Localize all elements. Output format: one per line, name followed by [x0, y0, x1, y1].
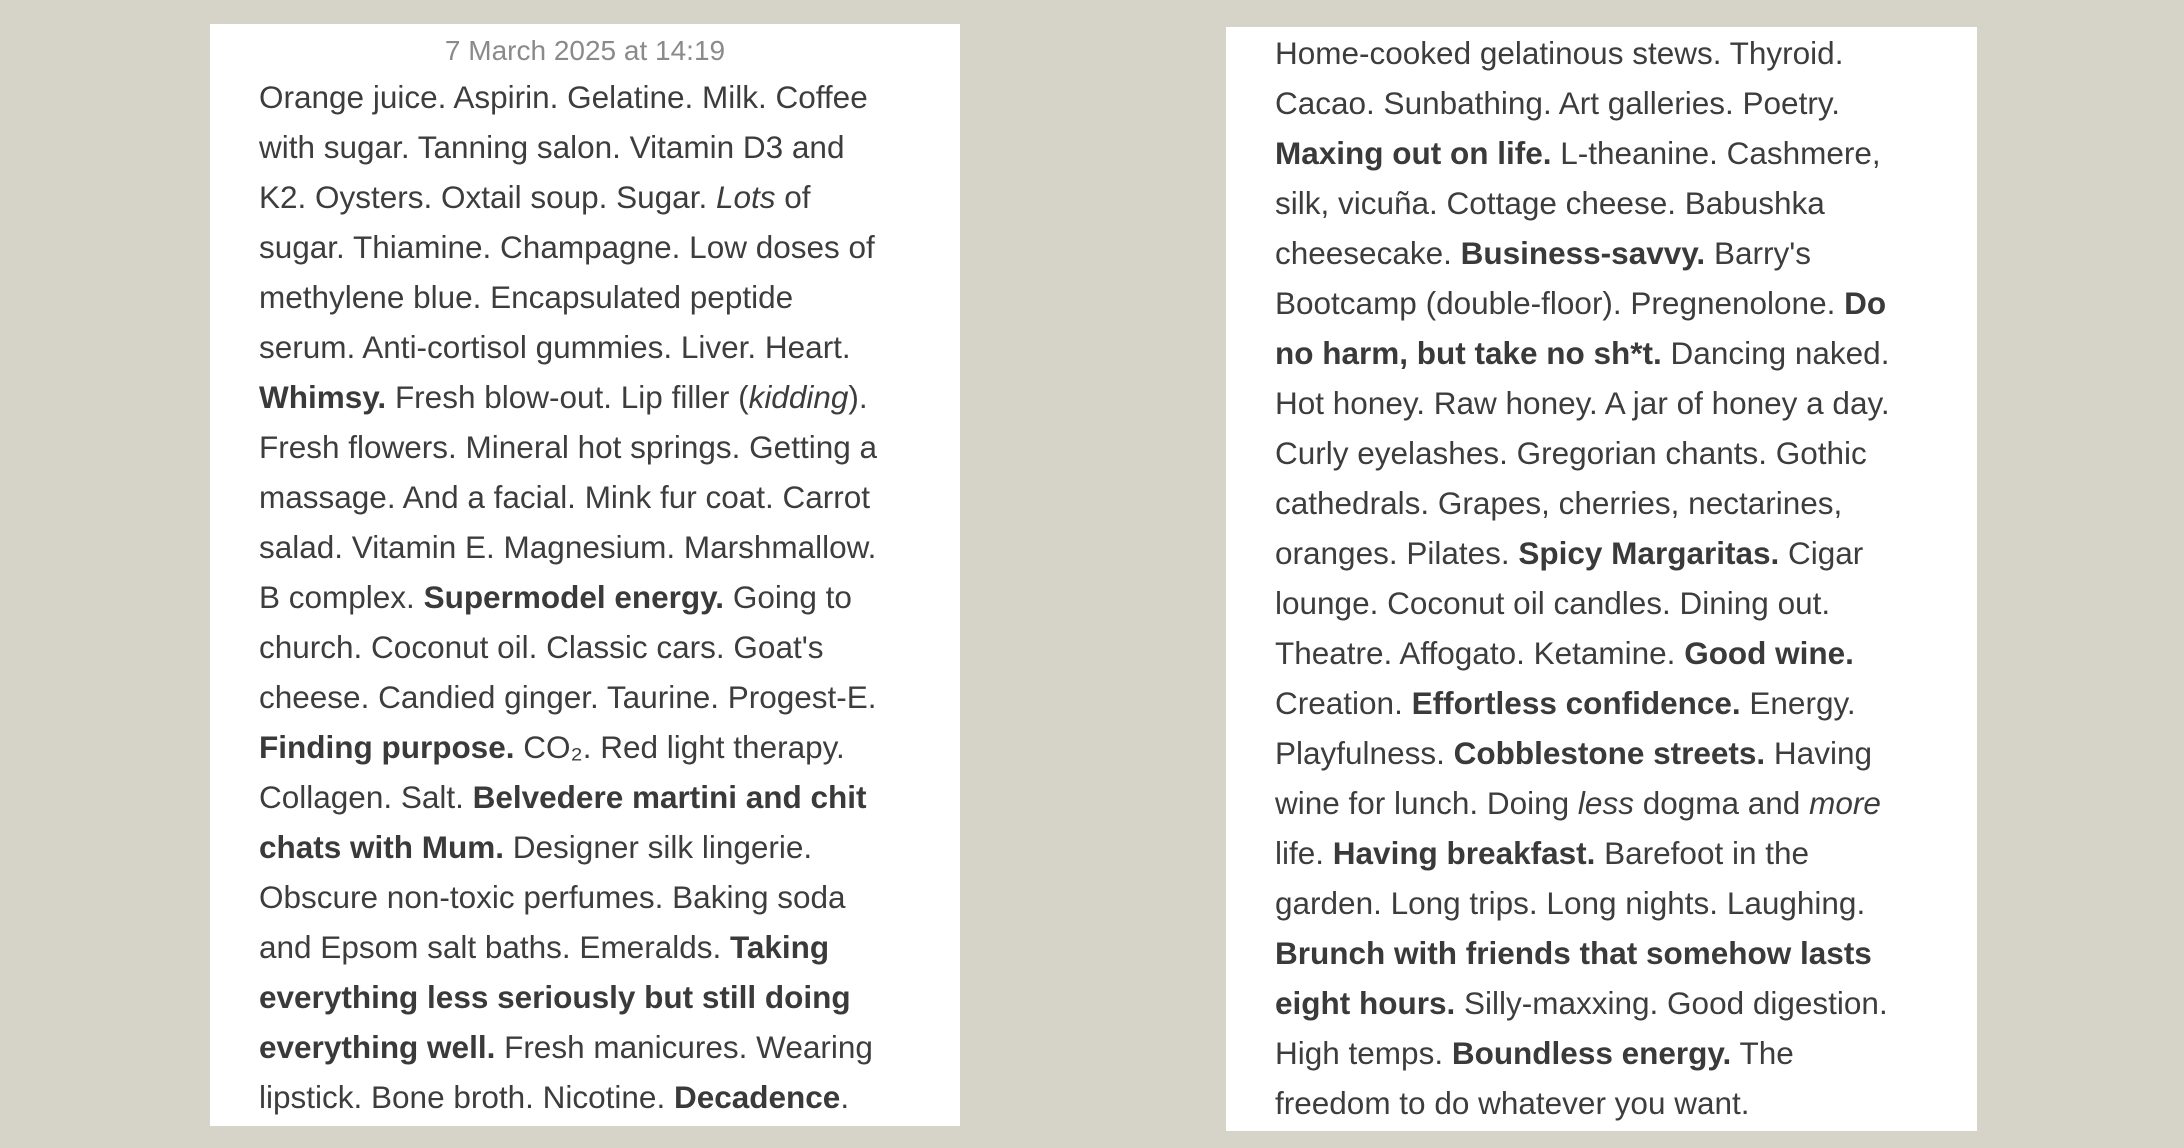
bold-phrase: chats with Mum.	[259, 829, 505, 865]
text-line	[1275, 1078, 1977, 1128]
text-line	[1275, 28, 1977, 78]
text-segment: silk, vicuña. Cottage cheese. Babushka	[1275, 185, 1825, 221]
text-line	[1275, 578, 1977, 628]
text-line	[1275, 428, 1977, 478]
text-segment: dogma and	[1633, 785, 1810, 821]
bold-phrase: everything well.	[259, 1029, 496, 1065]
text-line	[1275, 878, 1977, 928]
text-segment: massage. And a facial. Mink fur coat. Carrot	[259, 479, 871, 515]
text-line	[259, 722, 960, 772]
bold-phrase: Whimsy.	[259, 379, 387, 415]
text-segment: Fresh manicures. Wearing	[495, 1029, 873, 1065]
text-line	[259, 822, 960, 872]
text-line	[1275, 128, 1977, 178]
text-line	[259, 872, 960, 922]
bold-phrase: Business-savvy.	[1460, 235, 1706, 271]
text-line	[259, 1022, 960, 1072]
text-segment: cheese. Candied ginger. Taurine. Progest-E.	[259, 679, 877, 715]
bold-phrase: Maxing out on life.	[1275, 135, 1552, 171]
text-segment: cheesecake.	[1275, 235, 1461, 271]
text-line	[259, 472, 960, 522]
text-segment: serum. Anti-cortisol gummies. Liver. Heart.	[259, 329, 851, 365]
text-segment: life.	[1275, 835, 1333, 871]
text-segment: Fresh flowers. Mineral hot springs. Getting a	[259, 429, 878, 465]
text-segment: freedom to do whatever you want.	[1275, 1085, 1750, 1121]
text-line	[259, 772, 960, 822]
text-line	[1275, 278, 1977, 328]
bold-phrase: eight hours.	[1275, 985, 1456, 1021]
italic-phrase: Lots	[715, 179, 776, 215]
text-line	[259, 622, 960, 672]
text-segment: lounge. Coconut oil candles. Dining out.	[1275, 585, 1831, 621]
bold-phrase: Having breakfast.	[1332, 835, 1596, 871]
text-segment: CO₂. Red light therapy.	[514, 729, 845, 765]
text-segment: High temps.	[1275, 1035, 1452, 1071]
text-segment: salad. Vitamin E. Magnesium. Marshmallow.	[259, 529, 877, 565]
bold-phrase: no harm, but take no sh*t.	[1275, 335, 1662, 371]
text-segment: K2. Oysters. Oxtail soup. Sugar.	[259, 179, 716, 215]
text-line	[259, 222, 960, 272]
text-line	[1275, 378, 1977, 428]
text-line	[259, 922, 960, 972]
text-line	[259, 122, 960, 172]
text-line	[259, 72, 960, 122]
text-segment: church. Coconut oil. Classic cars. Goat's	[259, 629, 824, 665]
text-line	[259, 672, 960, 722]
text-line	[1275, 628, 1977, 678]
bold-phrase: Do	[1844, 285, 1887, 321]
text-line	[259, 1072, 960, 1122]
text-line	[259, 322, 960, 372]
text-line	[1275, 328, 1977, 378]
text-line	[259, 172, 960, 222]
note-card-left	[210, 24, 960, 1126]
text-segment: Designer silk lingerie.	[504, 829, 813, 865]
text-segment: sugar. Thiamine. Champagne. Low doses of	[259, 229, 875, 265]
text-line	[259, 522, 960, 572]
text-line	[1275, 678, 1977, 728]
text-segment: methylene blue. Encapsulated peptide	[259, 279, 794, 315]
text-segment: L-theanine. Cashmere,	[1551, 135, 1881, 171]
text-segment: Cacao. Sunbathing. Art galleries. Poetry.	[1275, 85, 1840, 121]
bold-phrase: everything less seriously but still doing	[259, 979, 851, 1015]
text-segment: Obscure non-toxic perfumes. Baking soda	[259, 879, 846, 915]
text-segment: Energy.	[1740, 685, 1856, 721]
text-segment: Hot honey. Raw honey. A jar of honey a day.	[1275, 385, 1890, 421]
text-line	[259, 272, 960, 322]
text-line	[1275, 778, 1977, 828]
note-body-right	[1275, 28, 1977, 1128]
bold-phrase: Boundless energy.	[1451, 1035, 1732, 1071]
bold-phrase: Brunch with friends that somehow lasts	[1275, 935, 1872, 971]
text-line	[1275, 1028, 1977, 1078]
bold-phrase: Good wine.	[1684, 635, 1854, 671]
bold-phrase: Belvedere martini and chit	[472, 779, 867, 815]
text-line	[1275, 728, 1977, 778]
note-date: 7 March 2025 at 14:19	[444, 35, 726, 66]
note-body-left	[259, 72, 960, 1122]
text-segment: Silly-maxxing. Good digestion.	[1455, 985, 1888, 1021]
text-segment: and Epsom salt baths. Emeralds.	[259, 929, 730, 965]
text-segment: wine for lunch. Doing	[1275, 785, 1578, 821]
text-line	[1275, 478, 1977, 528]
bold-phrase: Effortless confidence.	[1411, 685, 1741, 721]
text-segment: Playfulness.	[1275, 735, 1454, 771]
note-card-right	[1226, 27, 1977, 1131]
text-segment: Theatre. Affogato. Ketamine.	[1275, 635, 1685, 671]
text-segment: with sugar. Tanning salon. Vitamin D3 and	[259, 129, 845, 165]
text-line	[1275, 528, 1977, 578]
text-segment: of	[775, 179, 811, 215]
text-segment: garden. Long trips. Long nights. Laughing.	[1275, 885, 1866, 921]
text-line	[259, 572, 960, 622]
text-segment: Orange juice. Aspirin. Gelatine. Milk. Coffee	[259, 79, 868, 115]
text-segment: Dancing naked.	[1661, 335, 1890, 371]
bold-phrase: Taking	[729, 929, 830, 965]
text-line	[259, 372, 960, 422]
text-segment: Home-cooked gelatinous stews. Thyroid.	[1275, 35, 1844, 71]
text-segment: .	[840, 1079, 850, 1115]
italic-phrase: kidding	[748, 379, 849, 415]
text-segment: Creation.	[1275, 685, 1412, 721]
italic-phrase: more	[1809, 785, 1881, 821]
bold-phrase: Finding purpose.	[259, 729, 515, 765]
text-segment: cathedrals. Grapes, cherries, nectarines,	[1275, 485, 1843, 521]
text-line	[1275, 228, 1977, 278]
text-line	[259, 422, 960, 472]
bold-phrase: Decadence	[673, 1079, 841, 1115]
text-line	[259, 972, 960, 1022]
bold-phrase: Spicy Margaritas.	[1518, 535, 1780, 571]
text-segment: Fresh blow-out. Lip filler (	[386, 379, 749, 415]
text-line	[1275, 178, 1977, 228]
text-segment: Collagen. Salt.	[259, 779, 473, 815]
text-segment: lipstick. Bone broth. Nicotine.	[259, 1079, 674, 1115]
text-line	[1275, 978, 1977, 1028]
text-line	[1275, 928, 1977, 978]
text-segment: Having	[1765, 735, 1872, 771]
text-segment: Bootcamp (double-floor). Pregnenolone.	[1275, 285, 1845, 321]
text-segment: Barry's	[1705, 235, 1811, 271]
text-segment: ).	[848, 379, 868, 415]
text-segment: oranges. Pilates.	[1275, 535, 1519, 571]
text-segment: The	[1731, 1035, 1794, 1071]
text-segment: Going to	[724, 579, 852, 615]
bold-phrase: Cobblestone streets.	[1453, 735, 1766, 771]
italic-phrase: less	[1577, 785, 1634, 821]
text-segment: Curly eyelashes. Gregorian chants. Gothic	[1275, 435, 1867, 471]
text-segment: B complex.	[259, 579, 424, 615]
bold-phrase: Supermodel energy.	[423, 579, 725, 615]
text-line	[1275, 828, 1977, 878]
text-segment: Cigar	[1779, 535, 1864, 571]
text-segment: Barefoot in the	[1595, 835, 1810, 871]
text-line	[1275, 78, 1977, 128]
